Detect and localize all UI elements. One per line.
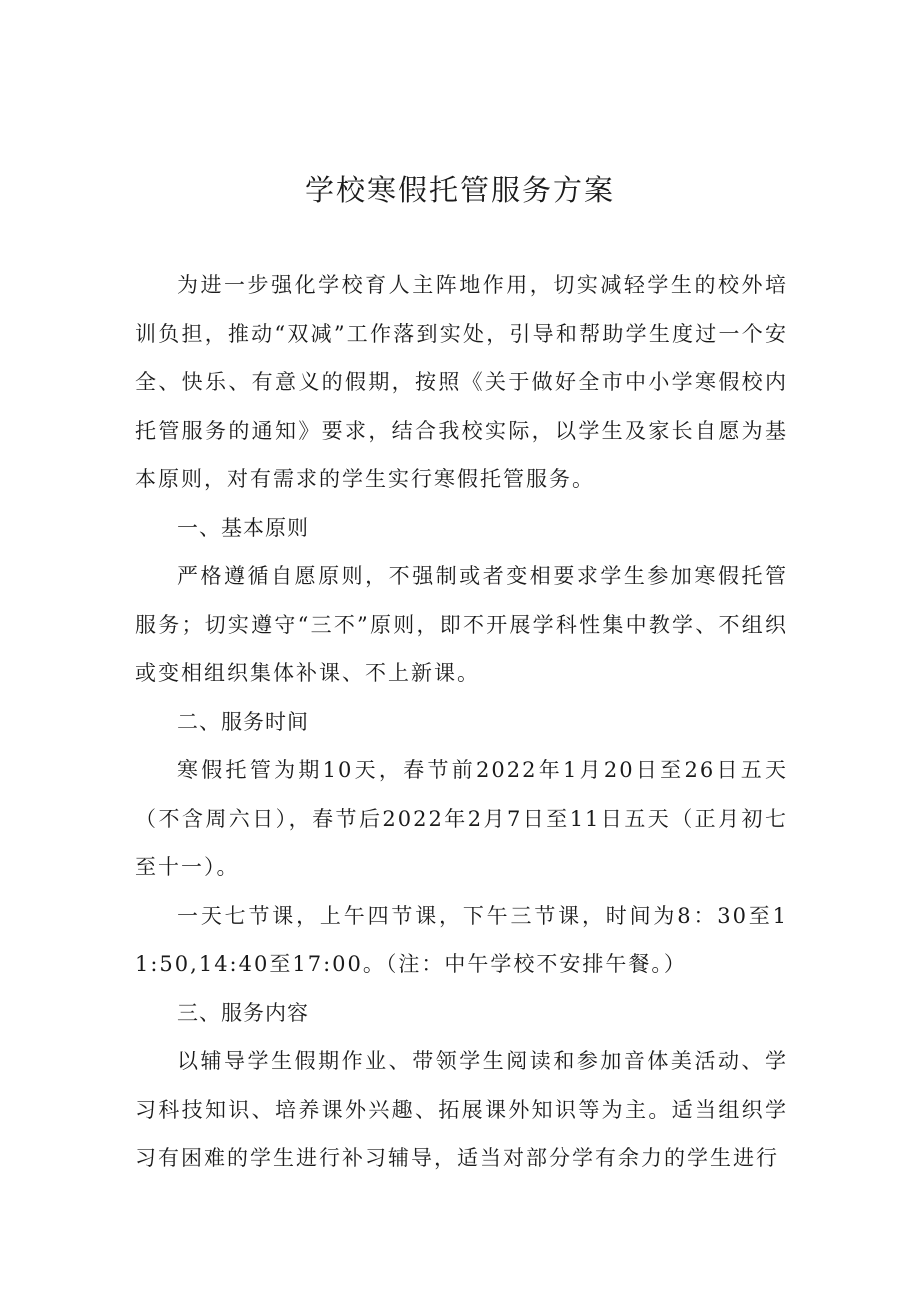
service-content-paragraph: 以辅导学生假期作业、带领学生阅读和参加音体美活动、学习科技知识、培养课外兴趣、拓展课外知识等为主。适当组织学习有困难的学生进行补习辅导，适当对部分学有余力的学生进行 [135, 1049, 788, 1170]
service-time-paragraph-schedule: 一天七节课，上午四节课，下午三节课，时间为8：30至11:50,14:40至17:00。（注：中午学校不安排午餐。） [135, 903, 788, 976]
document-title: 学校寒假托管服务方案 [304, 173, 615, 207]
section-heading-service-time: 二、服务时间 [177, 709, 309, 734]
intro-paragraph: 为进一步强化学校育人主阵地作用，切实减轻学生的校外培训负担，推动“双减”工作落到实处，引导和帮助学生度过一个安全、快乐、有意义的假期，按照《关于做好全市中小学寒假校内托管服务的通知》要求，结合我校实际，以学生及家长自愿为基本原则，对有需求的学生实行寒假托管服务。 [135, 273, 788, 491]
section-heading-service-content: 三、服务内容 [177, 1000, 309, 1025]
principles-paragraph: 严格遵循自愿原则，不强制或者变相要求学生参加寒假托管服务；切实遵守“三不”原则，即不开展学科性集中教学、不组织或变相组织集体补课、不上新课。 [135, 564, 788, 685]
service-time-paragraph-dates: 寒假托管为期10天，春节前2022年1月20日至26日五天（不含周六日），春节后2022年2月7日至11日五天（正月初七至十一）。 [135, 758, 788, 879]
section-heading-principles: 一、基本原则 [177, 515, 309, 540]
document-body [135, 261, 788, 1183]
